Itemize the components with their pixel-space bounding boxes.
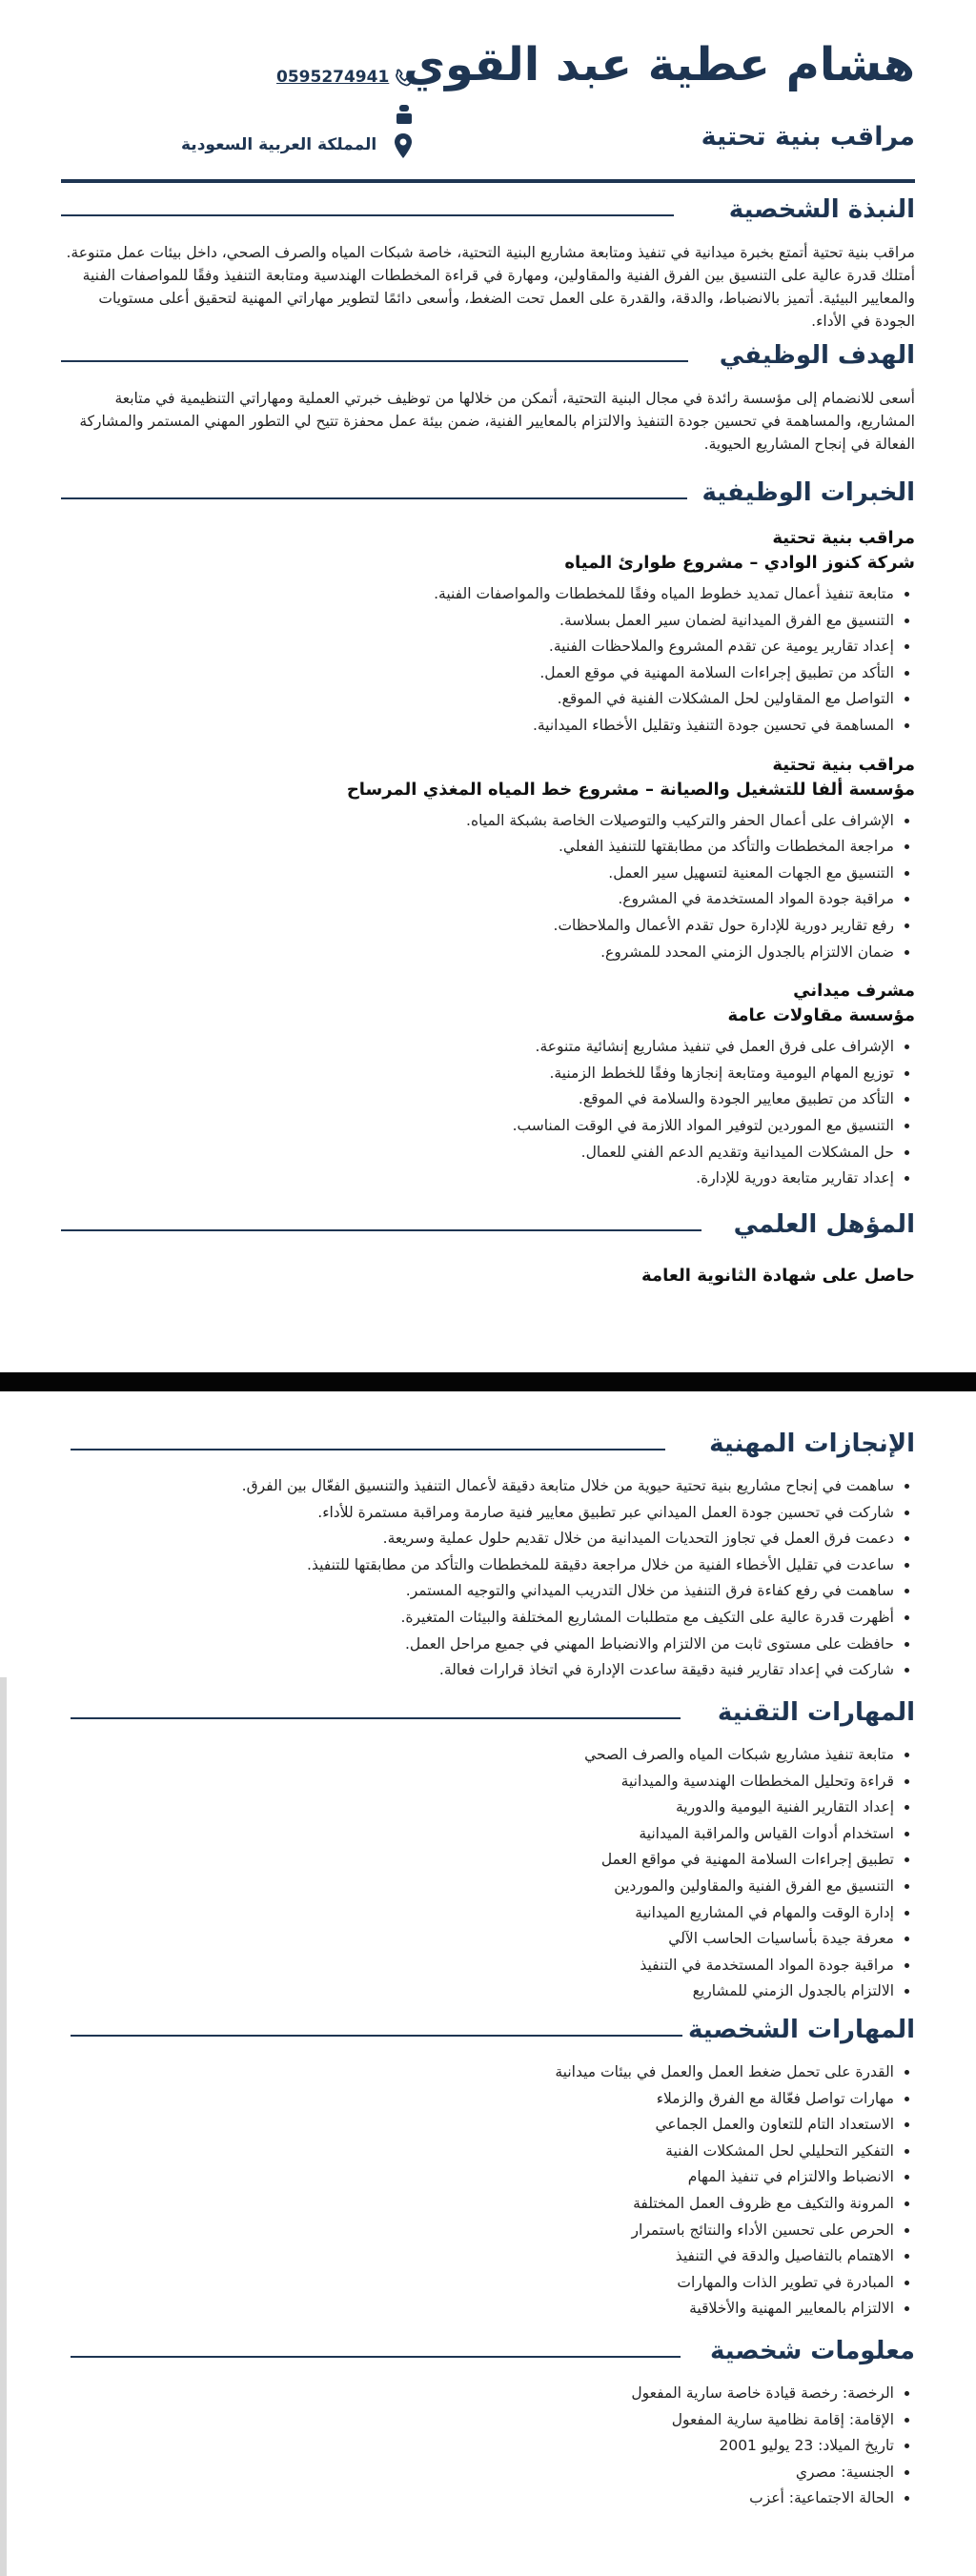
job-entry — [61, 979, 915, 1192]
list-item: • المرونة والتكيف مع ظروف العمل المختلفة — [71, 2191, 894, 2218]
list-item: • الإشراف على فرق العمل في تنفيذ مشاريع إنشائية متنوعة. — [61, 1034, 894, 1061]
section-rule — [61, 360, 688, 362]
header-divider — [61, 179, 915, 183]
list-item: • التفكير التحليلي لحل المشكلات الفنية — [71, 2139, 894, 2165]
list-item: • متابعة تنفيذ مشاريع شبكات المياه والصرف الصحي — [71, 1742, 894, 1769]
job-company: مؤسسة ألفا للتشغيل والصيانة – مشروع خط المياه المغذي المرساح — [346, 779, 915, 800]
list-item: • استخدام أدوات القياس والمراقبة الميدانية — [71, 1821, 894, 1848]
list-item: • الالتزام بالجدول الزمني للمشاريع — [71, 1978, 894, 2005]
list-item: • متابعة تنفيذ أعمال تمديد خطوط المياه وفقًا للمخططات والمواصفات الفنية. — [61, 581, 894, 608]
list-item: • مهارات تواصل فعّالة مع الفرق والزملاء — [71, 2086, 894, 2113]
education-text: حاصل على شهادة الثانوية العامة — [641, 1266, 915, 1286]
experience-heading: الخبرات الوظيفية — [702, 478, 915, 507]
section-rule — [61, 1229, 702, 1231]
tech-skills-heading: المهارات التقنية — [717, 1698, 915, 1727]
resume-page-2 — [0, 1391, 976, 2576]
list-item: • التواصل مع المقاولين لحل المشكلات الفنية في الموقع. — [61, 686, 894, 713]
phone-icon — [391, 67, 416, 91]
list-item: • الجنسية: مصري — [71, 2460, 894, 2486]
list-item: • شاركت في إعداد تقارير فنية دقيقة ساعدت الإدارة في اتخاذ قرارات فعالة. — [71, 1657, 894, 1684]
list-item: • التنسيق مع الفرق الفنية والمقاولين والموردين — [71, 1874, 894, 1900]
summary-section — [61, 195, 915, 333]
list-item: • شاركت في تحسين جودة العمل الميداني عبر تطبيق معايير فنية صارمة ومراقبة مستمرة للأداء. — [71, 1500, 894, 1527]
soft-skills-section — [71, 2016, 915, 2322]
list-item: • توزيع المهام اليومية ومتابعة إنجازها وفقًا للخطط الزمنية. — [61, 1061, 894, 1087]
section-rule — [71, 2035, 682, 2037]
list-item: • رفع تقارير دورية للإدارة حول تقدم الأعمال والملاحظات. — [61, 913, 894, 940]
job-role: مراقب بنية تحتية — [772, 754, 915, 775]
section-rule — [71, 2356, 681, 2358]
list-item: • ساهمت في رفع كفاءة فرق التنفيذ من خلال التدريب الميداني والتوجيه المستمر. — [71, 1578, 894, 1605]
list-item: • تاريخ الميلاد: 23 يوليو 2001 — [71, 2433, 894, 2460]
list-item: • ساعدت في تقليل الأخطاء الفنية من خلال مراجعة دقيقة للمخططات والتأكد من مطابقتها للتنفيذ. — [71, 1552, 894, 1579]
summary-text: مراقب بنية تحتية أتمتع بخبرة ميدانية في تنفيذ ومتابعة مشاريع البنية التحتية، خاصة شبكات المياه والصرف الصحي، داخل بيئات عمل متنوعة. أمتلك قدرة عالية على التنسيق بين الفرق الفنية والمقاولين، ومهارة في قراءة المخططات الهندسية ومتابعة التنفيذ وفقًا للمواصفات الفنية والمعايير البيئية. أتميز بالانضباط، والدقة، والقدرة على العمل تحت الضغط، وأسعى دائمًا لتطوير مهاراتي المهنية لتحقيق أعلى مستويات الجودة في الأداء. — [66, 244, 915, 330]
tech-skills-section — [71, 1698, 915, 2005]
list-item: • التنسيق مع الفرق الميدانية لضمان سير العمل بسلاسة. — [61, 608, 894, 635]
list-item: • الرخصة: رخصة قيادة خاصة سارية المفعول — [71, 2381, 894, 2407]
section-rule — [61, 497, 687, 499]
education-heading: المؤهل العلمي — [733, 1210, 915, 1239]
list-item: • حافظت على مستوى ثابت من الالتزام والانضباط المهني في جميع مراحل العمل. — [71, 1632, 894, 1658]
page-gap — [0, 1372, 976, 1391]
list-item: • التأكد من تطبيق معايير الجودة والسلامة في الموقع. — [61, 1086, 894, 1113]
phone-link[interactable]: 0595274941 — [276, 68, 390, 87]
list-item: • الاستعداد التام للتعاون والعمل الجماعي — [71, 2112, 894, 2139]
list-item: • معرفة جيدة بأساسيات الحاسب الآلي — [71, 1926, 894, 1953]
experience-section — [61, 478, 915, 1192]
list-item: • إعداد تقارير يومية عن تقدم المشروع والملاحظات الفنية. — [61, 634, 894, 660]
objective-section — [61, 341, 915, 456]
list-item: • المبادرة في تطوير الذات والمهارات — [71, 2270, 894, 2297]
list-item: • حل المشكلات الميدانية وتقديم الدعم الفني للعمال. — [61, 1140, 894, 1166]
achievements-section — [71, 1430, 915, 1684]
list-item: • إعداد تقارير متابعة دورية للإدارة. — [61, 1166, 894, 1192]
list-item: • دعمت فرق العمل في تجاوز التحديات الميدانية من خلال تقديم حلول عملية وسريعة. — [71, 1526, 894, 1552]
list-item: • مراجعة المخططات والتأكد من مطابقتها للتنفيذ الفعلي. — [61, 834, 894, 861]
list-item: • الانضباط والالتزام في تنفيذ المهام — [71, 2164, 894, 2191]
job-company: شركة كنوز الوادي – مشروع طوارئ المياه — [564, 553, 915, 573]
job-role: مراقب بنية تحتية — [772, 528, 915, 548]
personal-info-heading: معلومات شخصية — [709, 2337, 915, 2365]
list-item: • مراقبة جودة المواد المستخدمة في المشروع. — [61, 886, 894, 913]
list-item: • الالتزام بالمعايير المهنية والأخلاقية — [71, 2296, 894, 2322]
objective-heading: الهدف الوظيفي — [719, 341, 915, 370]
list-item: • التنسيق مع الجهات المعنية لتسهيل سير العمل. — [61, 861, 894, 887]
section-rule — [61, 214, 674, 216]
list-item: • إعداد التقارير الفنية اليومية والدورية — [71, 1795, 894, 1821]
list-item: • تطبيق إجراءات السلامة المهنية في مواقع العمل — [71, 1847, 894, 1874]
list-item: • أظهرت قدرة عالية على التكيف مع متطلبات المشاريع المختلفة والبيئات المتغيرة. — [71, 1605, 894, 1632]
person-icon — [396, 105, 413, 124]
job-entry — [61, 753, 915, 966]
candidate-name: هشام عطية عبد القوي — [403, 38, 915, 91]
list-item: • ساهمت في إنجاح مشاريع بنية تحتية حيوية من خلال متابعة دقيقة لأعمال التنفيذ والتنسيق الفعّال بين الفرق. — [71, 1473, 894, 1500]
list-item: • القدرة على تحمل ضغط العمل والعمل في بيئات ميدانية — [71, 2059, 894, 2086]
summary-heading: النبذة الشخصية — [728, 195, 915, 224]
list-item: • التأكد من تطبيق إجراءات السلامة المهنية في موقع العمل. — [61, 660, 894, 687]
list-item: • إدارة الوقت والمهام في المشاريع الميدانية — [71, 1900, 894, 1927]
job-company: مؤسسة مقاولات عامة — [727, 1005, 915, 1026]
list-item: • الاهتمام بالتفاصيل والدقة في التنفيذ — [71, 2243, 894, 2270]
list-item: • قراءة وتحليل المخططات الهندسية والميدانية — [71, 1769, 894, 1795]
objective-text: أسعى للانضمام إلى مؤسسة رائدة في مجال البنية التحتية، أتمكن من خلالها من توظيف خبرتي العملية ومهاراتي التنظيمية في متابعة المشاريع، والمساهمة في تحسين جودة التنفيذ والالتزام بالمعايير الفنية، ضمن بيئة عمل محفزة تتيح لي التطور المهني المستمر والمشاركة الفعالة في إنجاح المشاريع الحيوية. — [79, 390, 915, 453]
list-item: • التنسيق مع الموردين لتوفير المواد اللازمة في الوقت المناسب. — [61, 1113, 894, 1140]
achievements-heading: الإنجازات المهنية — [709, 1430, 915, 1458]
job-role: مشرف ميداني — [793, 981, 915, 1002]
location-text: المملكة العربية السعودية — [181, 135, 377, 154]
list-item: • المساهمة في تحسين جودة التنفيذ وتقليل الأخطاء الميدانية. — [61, 713, 894, 740]
job-entry — [61, 526, 915, 740]
list-item: • الحرص على تحسين الأداء والنتائج باستمرار — [71, 2218, 894, 2244]
soft-skills-heading: المهارات الشخصية — [688, 2016, 915, 2044]
list-item: • الإقامة: إقامة نظامية سارية المفعول — [71, 2407, 894, 2434]
list-item: • الإشراف على أعمال الحفر والتركيب والتوصيلات الخاصة بشبكة المياه. — [61, 808, 894, 835]
candidate-title: مراقب بنية تحتية — [701, 122, 915, 152]
list-item: • ضمان الالتزام بالجدول الزمني المحدد للمشروع. — [61, 940, 894, 966]
section-rule — [71, 1449, 665, 1450]
personal-info-section — [71, 2337, 915, 2512]
location-icon — [394, 133, 413, 158]
education-section — [61, 1210, 915, 1286]
list-item: • الحالة الاجتماعية: أعزب — [71, 2485, 894, 2512]
list-item: • مراقبة جودة المواد المستخدمة في التنفيذ — [71, 1953, 894, 1979]
section-rule — [71, 1717, 681, 1719]
